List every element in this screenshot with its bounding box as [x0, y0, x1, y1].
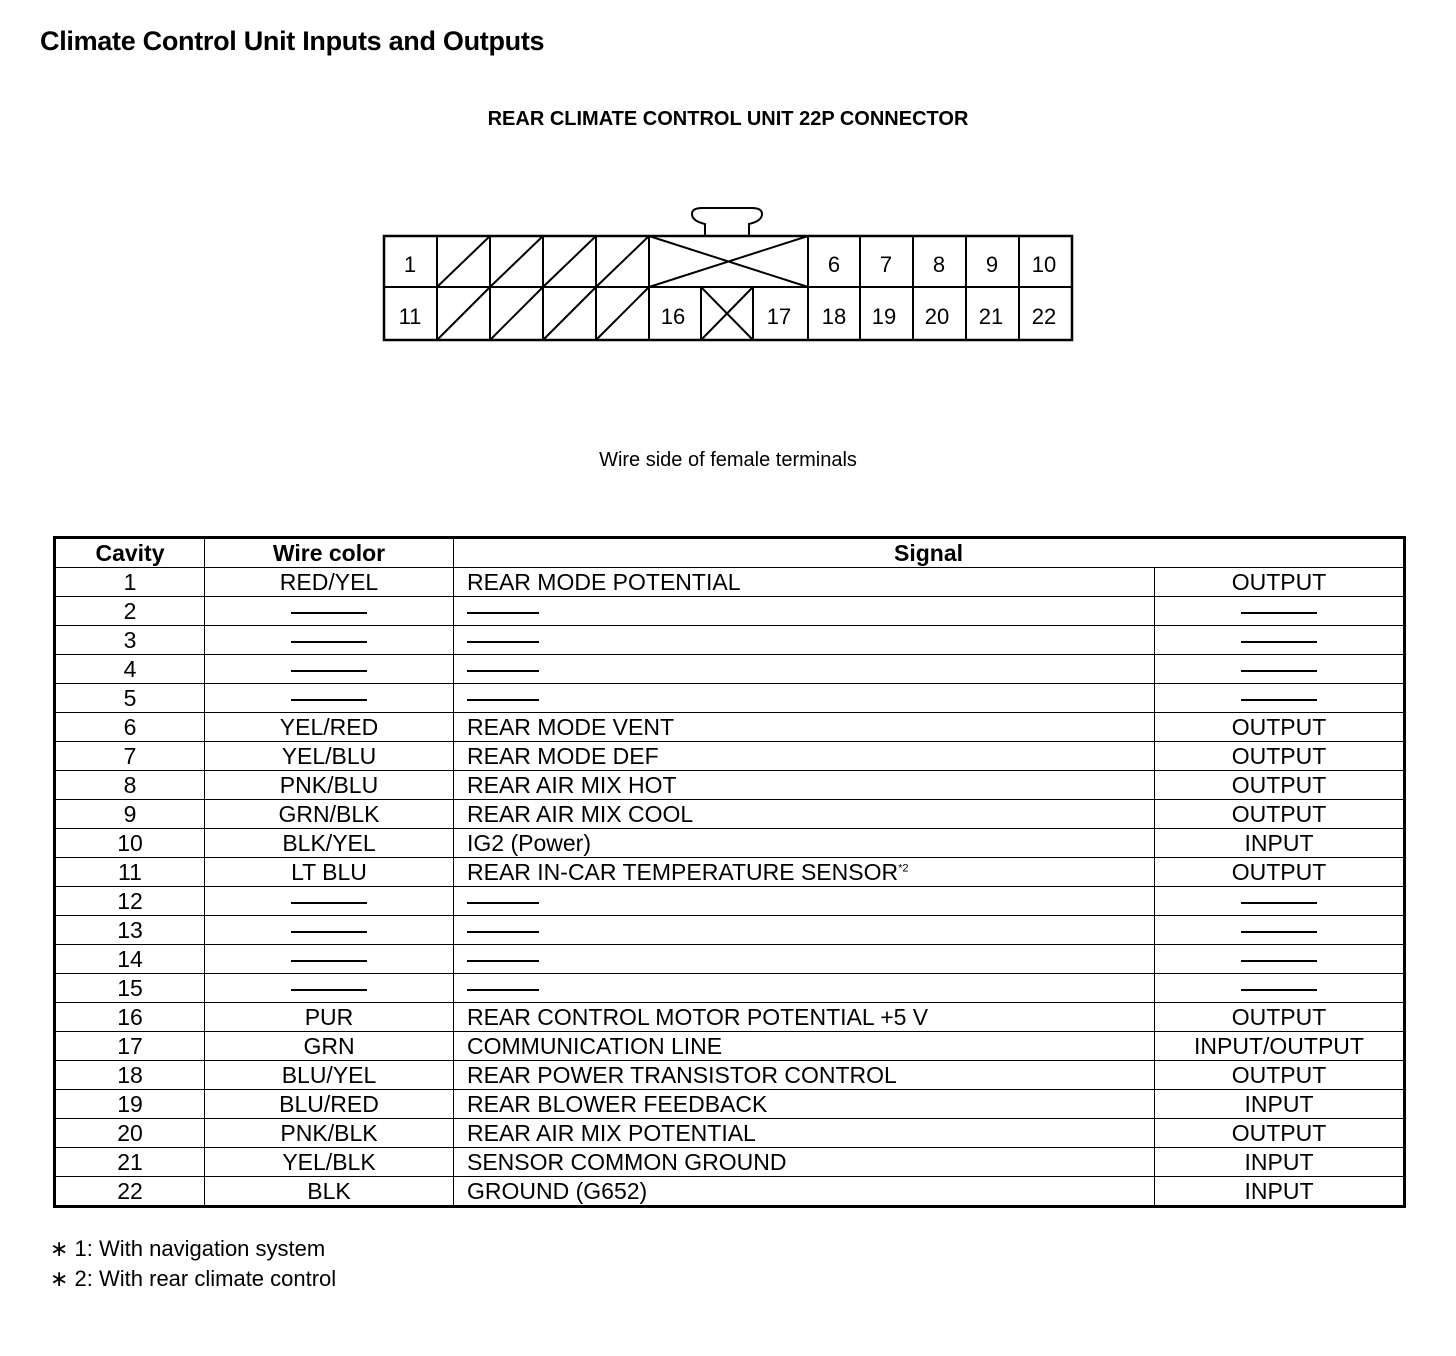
- direction-cell-text: OUTPUT: [1231, 801, 1327, 827]
- empty-dash: [467, 670, 539, 672]
- pin-label-21: 21: [978, 304, 1004, 329]
- header-cavity: Cavity: [55, 538, 205, 568]
- direction-cell: [1155, 829, 1405, 858]
- cavity-cell-text: 1: [123, 569, 137, 595]
- pin-label-1: 1: [403, 252, 417, 277]
- table-row: [55, 1090, 1405, 1119]
- signal-cell: [454, 858, 1155, 887]
- signal-cell-text: REAR CONTROL MOTOR POTENTIAL +5 V: [467, 1004, 929, 1030]
- empty-dash: [291, 641, 367, 643]
- wire-color-cell: [205, 771, 454, 800]
- empty-dash: [467, 902, 539, 904]
- connector-diagram: [0, 0, 1456, 400]
- table-row: [55, 1061, 1405, 1090]
- signal-cell-text: REAR POWER TRANSISTOR CONTROL: [467, 1062, 897, 1088]
- table-row: [55, 684, 1405, 713]
- signal-cell-text: GROUND (G652): [467, 1178, 648, 1204]
- wire-color-cell: [205, 1090, 454, 1119]
- cavity-cell: [55, 655, 205, 684]
- wire-color-cell: [205, 713, 454, 742]
- signal-cell: [454, 1032, 1155, 1061]
- cavity-cell-text: 9: [123, 801, 137, 827]
- signal-cell: [454, 887, 1155, 916]
- cavity-cell-text: 2: [123, 598, 137, 624]
- wire-color-cell-text: BLK: [307, 1178, 351, 1204]
- signal-cell: [454, 771, 1155, 800]
- signal-cell-text: REAR MODE POTENTIAL: [467, 569, 741, 595]
- table-row: [55, 1119, 1405, 1148]
- cavity-cell-text: 6: [123, 714, 137, 740]
- unused-cavity-12: [437, 287, 490, 340]
- pin-label-22: 22: [1031, 304, 1057, 329]
- signal-cell-text: IG2 (Power): [467, 830, 591, 856]
- pin-label-9: 9: [985, 252, 999, 277]
- signal-cell-text: REAR BLOWER FEEDBACK: [467, 1091, 768, 1117]
- wire-color-cell: [205, 829, 454, 858]
- pin-label-20: 20: [924, 304, 950, 329]
- direction-cell-text: OUTPUT: [1231, 772, 1327, 798]
- wire-color-cell-text: YEL/BLU: [281, 743, 377, 769]
- empty-dash: [291, 902, 367, 904]
- cavity-cell: [55, 1090, 205, 1119]
- wire-color-cell: [205, 800, 454, 829]
- table-row: [55, 1177, 1405, 1207]
- cavity-cell-text: 12: [117, 888, 143, 914]
- pin-label-6: 6: [827, 252, 841, 277]
- signal-cell: [454, 742, 1155, 771]
- wire-color-cell-text: PNK/BLU: [279, 772, 379, 798]
- signal-cell-text: REAR AIR MIX POTENTIAL: [467, 1120, 756, 1146]
- cavity-cell: [55, 1177, 205, 1207]
- direction-cell: [1155, 1090, 1405, 1119]
- direction-cell-text: OUTPUT: [1231, 1062, 1327, 1088]
- table-row: [55, 568, 1405, 597]
- direction-cell: [1155, 713, 1405, 742]
- table-row: [55, 655, 1405, 684]
- cavity-cell: [55, 597, 205, 626]
- wire-color-cell: [205, 974, 454, 1003]
- direction-cell: [1155, 800, 1405, 829]
- cavity-cell-text: 3: [123, 627, 137, 653]
- empty-dash: [467, 612, 539, 614]
- cavity-cell: [55, 1061, 205, 1090]
- footnote-rear-climate: ∗ 2: With rear climate control: [50, 1266, 337, 1291]
- wire-color-cell: [205, 1003, 454, 1032]
- direction-cell-text: OUTPUT: [1231, 743, 1327, 769]
- cavity-cell-text: 15: [117, 975, 143, 1001]
- signal-cell: [454, 1177, 1155, 1207]
- wire-color-cell: [205, 887, 454, 916]
- cavity-cell: [55, 1148, 205, 1177]
- signal-cell: [454, 626, 1155, 655]
- direction-cell-text: OUTPUT: [1231, 714, 1327, 740]
- cavity-cell: [55, 887, 205, 916]
- table-row: [55, 829, 1405, 858]
- direction-cell: [1155, 1061, 1405, 1090]
- table-row: [55, 713, 1405, 742]
- signal-cell-text: REAR IN-CAR TEMPERATURE SENSOR: [467, 859, 899, 885]
- unused-cavity-13: [490, 287, 543, 340]
- cavity-cell-text: 4: [123, 656, 137, 682]
- empty-dash: [291, 670, 367, 672]
- empty-dash: [1241, 902, 1317, 904]
- direction-cell: [1155, 597, 1405, 626]
- signal-cell: [454, 945, 1155, 974]
- wire-color-cell: [205, 1148, 454, 1177]
- direction-cell: [1155, 742, 1405, 771]
- empty-dash: [1241, 960, 1317, 962]
- cavity-cell: [55, 713, 205, 742]
- empty-dash: [291, 612, 367, 614]
- wire-color-cell: [205, 1061, 454, 1090]
- table-row: [55, 887, 1405, 916]
- empty-dash: [467, 699, 539, 701]
- unused-cavity-2: [437, 236, 490, 287]
- cavity-cell: [55, 945, 205, 974]
- signal-cell: [454, 568, 1155, 597]
- signal-cell: [454, 1003, 1155, 1032]
- cavity-cell-text: 21: [117, 1149, 143, 1175]
- signal-cell: [454, 800, 1155, 829]
- unused-cavity-3: [490, 236, 543, 287]
- table-row: [55, 916, 1405, 945]
- direction-cell-text: INPUT/OUTPUT: [1194, 1033, 1364, 1059]
- table-row: [55, 974, 1405, 1003]
- wire-color-cell-text: RED/YEL: [279, 569, 379, 595]
- direction-cell: [1155, 684, 1405, 713]
- cavity-cell: [55, 626, 205, 655]
- wire-color-cell: [205, 858, 454, 887]
- table-row: [55, 597, 1405, 626]
- empty-dash: [291, 960, 367, 962]
- wire-color-cell-text: GRN/BLK: [278, 801, 380, 827]
- unused-cavity-4: [543, 236, 596, 287]
- empty-dash: [467, 960, 539, 962]
- table-row: [55, 858, 1405, 887]
- table-row: [55, 800, 1405, 829]
- signal-cell: [454, 1148, 1155, 1177]
- cavity-cell: [55, 916, 205, 945]
- cavity-cell: [55, 684, 205, 713]
- direction-cell-text: OUTPUT: [1231, 569, 1327, 595]
- signal-cell: [454, 684, 1155, 713]
- table-row: [55, 1148, 1405, 1177]
- wire-color-cell: [205, 655, 454, 684]
- direction-cell: [1155, 568, 1405, 597]
- empty-dash: [291, 699, 367, 701]
- wire-color-cell: [205, 742, 454, 771]
- unused-cavity-5: [596, 236, 649, 287]
- cavity-cell: [55, 1119, 205, 1148]
- cavity-cell: [55, 771, 205, 800]
- wire-color-cell: [205, 684, 454, 713]
- signal-cell: [454, 713, 1155, 742]
- direction-cell-text: INPUT: [1244, 830, 1314, 856]
- pin-label-11: 11: [398, 304, 422, 329]
- empty-dash: [291, 989, 367, 991]
- wire-color-cell: [205, 1119, 454, 1148]
- pin-label-18: 18: [821, 304, 847, 329]
- cavity-cell: [55, 568, 205, 597]
- direction-cell-text: OUTPUT: [1231, 859, 1327, 885]
- direction-cell: [1155, 1177, 1405, 1207]
- pin-label-7: 7: [879, 252, 893, 277]
- connector-caption: Wire side of female terminals: [599, 449, 857, 471]
- cavity-cell: [55, 1032, 205, 1061]
- wire-color-cell-text: GRN: [303, 1033, 355, 1059]
- cavity-cell-text: 5: [123, 685, 137, 711]
- wire-color-cell: [205, 626, 454, 655]
- direction-cell-text: OUTPUT: [1231, 1120, 1327, 1146]
- wire-color-cell-text: PNK/BLK: [280, 1120, 378, 1146]
- wire-color-cell: [205, 1032, 454, 1061]
- cavity-cell: [55, 974, 205, 1003]
- cavity-cell-text: 13: [117, 917, 143, 943]
- pin-label-17: 17: [766, 304, 792, 329]
- direction-cell: [1155, 887, 1405, 916]
- cavity-cell-text: 22: [117, 1178, 143, 1204]
- wire-color-cell-text: LT BLU: [291, 859, 367, 885]
- empty-dash: [1241, 989, 1317, 991]
- signal-cell-text: SENSOR COMMON GROUND: [467, 1149, 787, 1175]
- direction-cell: [1155, 655, 1405, 684]
- wire-color-cell-text: PUR: [304, 1004, 354, 1030]
- table-row: [55, 945, 1405, 974]
- cavity-cell-text: 18: [117, 1062, 143, 1088]
- pin-label-19: 19: [871, 304, 897, 329]
- cavity-cell-text: 7: [123, 743, 137, 769]
- cavity-cell-text: 17: [117, 1033, 143, 1059]
- signal-cell-text: COMMUNICATION LINE: [467, 1033, 723, 1059]
- empty-dash: [1241, 699, 1317, 701]
- signal-cell: [454, 1061, 1155, 1090]
- table-body: [55, 568, 1405, 1207]
- wire-color-cell-text: BLU/YEL: [281, 1062, 377, 1088]
- signal-cell: [454, 655, 1155, 684]
- empty-dash: [1241, 670, 1317, 672]
- direction-cell: [1155, 974, 1405, 1003]
- pin-label-16: 16: [660, 304, 686, 329]
- cavity-cell: [55, 1003, 205, 1032]
- cavity-cell-text: 20: [117, 1120, 143, 1146]
- signal-cell: [454, 916, 1155, 945]
- wire-color-cell-text: BLU/RED: [279, 1091, 379, 1117]
- pin-label-10: 10: [1031, 252, 1057, 277]
- signal-cell: [454, 1090, 1155, 1119]
- wire-color-cell: [205, 597, 454, 626]
- footnote-ref: *2: [898, 862, 909, 875]
- empty-dash: [467, 641, 539, 643]
- wire-color-cell: [205, 1177, 454, 1207]
- connector-lock-tab: [692, 208, 762, 236]
- table-row: [55, 1003, 1405, 1032]
- direction-cell: [1155, 1119, 1405, 1148]
- unused-cavity-14: [543, 287, 596, 340]
- empty-dash: [1241, 931, 1317, 933]
- wire-color-cell: [205, 916, 454, 945]
- wire-color-cell: [205, 568, 454, 597]
- signal-cell-text: REAR AIR MIX HOT: [467, 772, 677, 798]
- connector-title: REAR CLIMATE CONTROL UNIT 22P CONNECTOR: [487, 108, 969, 130]
- wire-color-cell: [205, 945, 454, 974]
- direction-cell: [1155, 771, 1405, 800]
- signal-cell-text: REAR AIR MIX COOL: [467, 801, 694, 827]
- wire-color-cell-text: BLK/YEL: [282, 830, 376, 856]
- table-row: [55, 626, 1405, 655]
- signal-cell: [454, 974, 1155, 1003]
- header-wire-color: Wire color: [205, 538, 454, 568]
- empty-dash: [1241, 612, 1317, 614]
- cavity-cell-text: 19: [117, 1091, 143, 1117]
- direction-cell-text: INPUT: [1244, 1091, 1314, 1117]
- pin-label-8: 8: [932, 252, 946, 277]
- cavity-cell-text: 14: [117, 946, 143, 972]
- table-header-row: [55, 538, 1405, 568]
- direction-cell: [1155, 1148, 1405, 1177]
- direction-cell: [1155, 1032, 1405, 1061]
- empty-dash: [1241, 641, 1317, 643]
- cavity-cell: [55, 829, 205, 858]
- empty-dash: [467, 931, 539, 933]
- table-row: [55, 771, 1405, 800]
- direction-cell: [1155, 916, 1405, 945]
- header-signal: Signal: [454, 538, 1405, 568]
- direction-cell-text: INPUT: [1244, 1178, 1314, 1204]
- cavity-cell-text: 8: [123, 772, 137, 798]
- signal-cell: [454, 597, 1155, 626]
- direction-cell: [1155, 945, 1405, 974]
- direction-cell: [1155, 858, 1405, 887]
- signal-cell: [454, 829, 1155, 858]
- cavity-cell: [55, 800, 205, 829]
- signal-cell: [454, 1119, 1155, 1148]
- direction-cell: [1155, 1003, 1405, 1032]
- empty-dash: [291, 931, 367, 933]
- cavity-cell-text: 16: [117, 1004, 143, 1030]
- cavity-cell-text: 10: [117, 830, 143, 856]
- table-row: [55, 742, 1405, 771]
- empty-dash: [467, 989, 539, 991]
- direction-cell-text: INPUT: [1244, 1149, 1314, 1175]
- cavity-cell: [55, 742, 205, 771]
- cavity-cell-text: 11: [118, 859, 142, 885]
- wire-color-cell-text: YEL/RED: [279, 714, 379, 740]
- signal-cell-text: REAR MODE DEF: [467, 743, 659, 769]
- direction-cell-text: OUTPUT: [1231, 1004, 1327, 1030]
- direction-cell: [1155, 626, 1405, 655]
- cavity-cell: [55, 858, 205, 887]
- footnote-navigation: ∗ 1: With navigation system: [50, 1236, 326, 1261]
- signal-cell-text: REAR MODE VENT: [467, 714, 675, 740]
- pin-table: [53, 536, 1406, 1208]
- page-title: Climate Control Unit Inputs and Outputs: [40, 26, 545, 56]
- table-row: [55, 1032, 1405, 1061]
- wire-color-cell-text: YEL/BLK: [282, 1149, 376, 1175]
- unused-cavity-15: [596, 287, 649, 340]
